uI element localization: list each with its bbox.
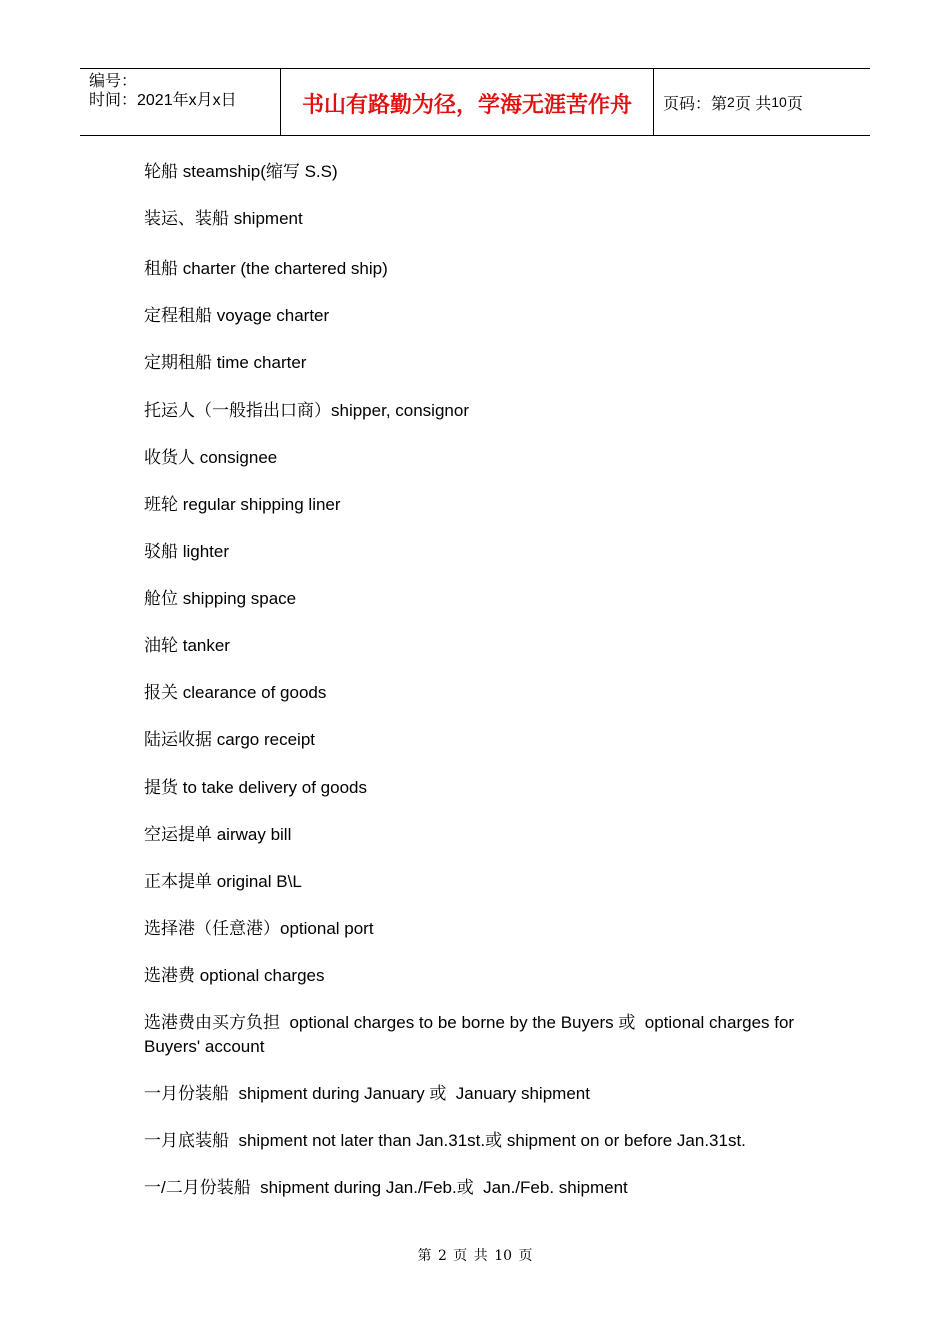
header-info-cell — [80, 69, 281, 135]
page-suffix: 页 — [786, 95, 803, 113]
glossary-entry: 选港费 optional charges — [144, 966, 325, 985]
glossary-entry: 驳船 lighter — [144, 542, 230, 561]
glossary-list — [144, 160, 804, 1200]
glossary-entry: 选港费由买方负担 optional charges to be borne by the Buyers 或 optional charges for Buyers' account — [144, 1013, 799, 1056]
glossary-entry: 收货人 consignee — [144, 448, 278, 467]
glossary-entry: 正本提单 original B\L — [144, 872, 302, 891]
glossary-entry: 一月份装船 shipment during January 或 January shipment — [144, 1084, 590, 1103]
glossary-entry: 定程租船 voyage charter — [144, 306, 330, 325]
page-total: 10 — [771, 94, 787, 110]
glossary-entry: 舱位 shipping space — [144, 589, 297, 608]
glossary-entry: 空运提单 airway bill — [144, 825, 292, 844]
header-code-label: 编号： — [89, 73, 138, 90]
page-footer: 第 2 页 共 10 页 — [417, 1248, 533, 1264]
glossary-entry: 选择港（任意港）optional port — [144, 919, 374, 938]
glossary-entry: 装运、装船 shipment — [144, 209, 303, 228]
page-mid: 页 共 — [734, 95, 772, 113]
glossary-entry: 陆运收据 cargo receipt — [144, 730, 315, 749]
page-prefix: 页码：第 — [663, 95, 728, 113]
glossary-entry: 一月底装船 shipment not later than Jan.31st.或 shipment on or before Jan.31st. — [144, 1131, 746, 1150]
header-page-number — [654, 69, 870, 135]
page-current: 2 — [727, 94, 735, 110]
glossary-entry: 租船 charter (the chartered ship) — [144, 259, 388, 278]
glossary-entry: 报关 clearance of goods — [144, 683, 327, 702]
glossary-entry: 一/二月份装船 shipment during Jan./Feb.或 Jan./Feb. shipment — [144, 1178, 628, 1197]
header-motto: 书山有路勤为径，学海无涯苦作舟 — [281, 69, 654, 135]
glossary-entry: 托运人（一般指出口商）shipper, consignor — [144, 401, 469, 420]
glossary-entry: 轮船 steamship(缩写 S.S) — [144, 162, 338, 181]
page-header — [80, 68, 870, 136]
header-date-label: 时间：2021年x月x日 — [89, 92, 237, 109]
glossary-entry: 班轮 regular shipping liner — [144, 495, 341, 514]
glossary-entry: 油轮 tanker — [144, 636, 230, 655]
glossary-entry: 提货 to take delivery of goods — [144, 778, 368, 797]
glossary-entry: 定期租船 time charter — [144, 353, 307, 372]
